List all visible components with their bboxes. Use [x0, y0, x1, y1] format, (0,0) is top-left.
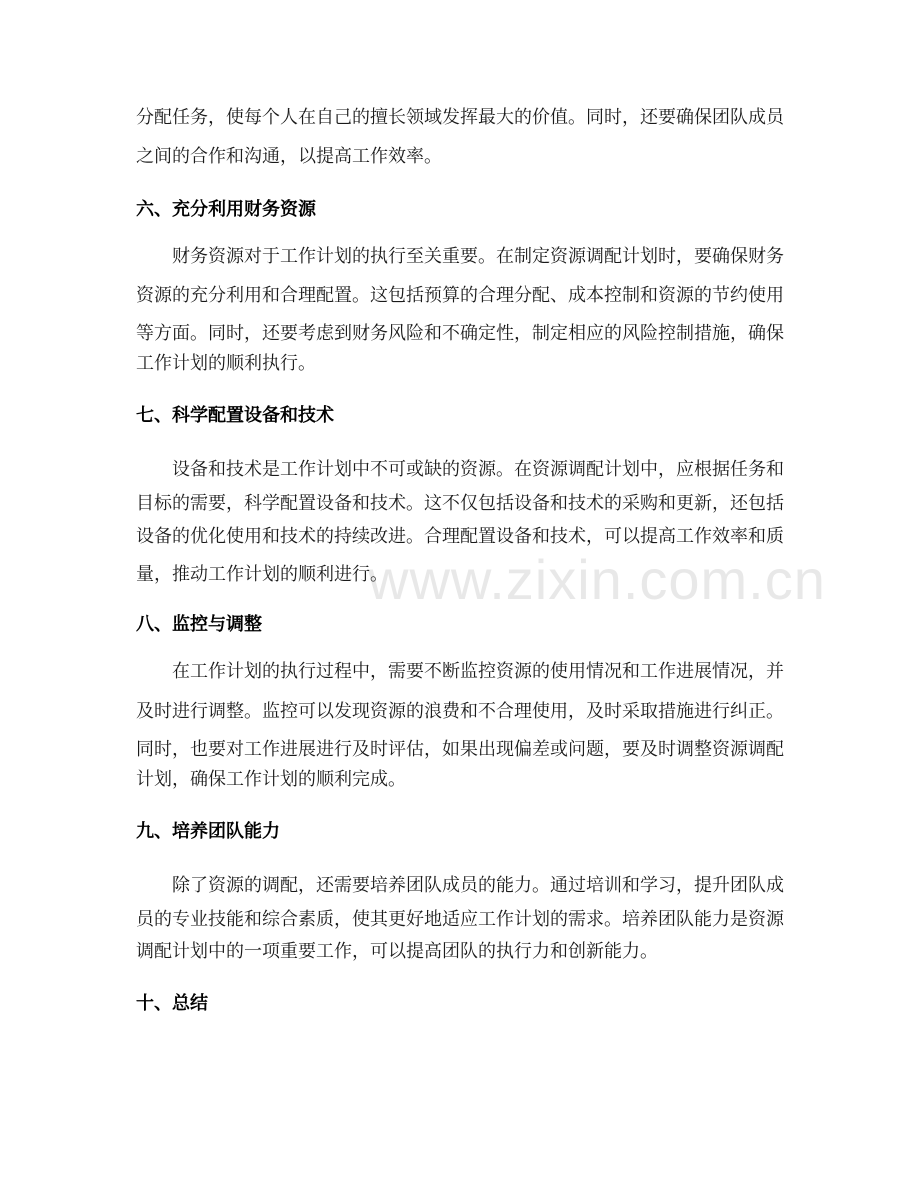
paragraph-line: 计划，确保工作计划的顺利完成。	[136, 769, 406, 790]
paragraph-line: 之间的合作和沟通，以提高工作效率。	[136, 146, 442, 167]
paragraph-line: 在工作计划的执行过程中，需要不断监控资源的使用情况和工作进展情况，并	[172, 661, 784, 682]
paragraph-line: 量，推动工作计划的顺利进行。	[136, 564, 388, 585]
paragraph-line: 等方面。同时，还要考虑到财务风险和不确定性，制定相应的风险控制措施，确保	[136, 323, 784, 344]
paragraph-line: 除了资源的调配，还需要培养团队成员的能力。通过培训和学习，提升团队成	[172, 875, 784, 896]
watermark: www.zixin.com.cn	[368, 548, 826, 611]
paragraph-line: 调配计划中的一项重要工作，可以提高团队的执行力和创新能力。	[136, 941, 658, 962]
paragraph-line: 目标的需要，科学配置设备和技术。这不仅包括设备和技术的采购和更新，还包括	[136, 493, 784, 514]
paragraph-line: 同时，也要对工作进展进行及时评估，如果出现偏差或问题，要及时调整资源调配	[136, 739, 784, 760]
section-heading: 七、科学配置设备和技术	[136, 405, 334, 426]
paragraph-line: 及时进行调整。监控可以发现资源的浪费和不合理使用，及时采取措施进行纠正。	[136, 701, 784, 722]
section-heading: 九、培养团队能力	[136, 821, 280, 842]
paragraph-line: 员的专业技能和综合素质，使其更好地适应工作计划的需求。培养团队能力是资源	[136, 909, 784, 930]
paragraph-line: 设备的优化使用和技术的持续改进。合理配置设备和技术，可以提高工作效率和质	[136, 526, 784, 547]
section-heading: 八、监控与调整	[136, 614, 262, 635]
paragraph-line: 工作计划的顺利执行。	[136, 353, 316, 374]
section-heading: 十、总结	[136, 993, 208, 1014]
paragraph-line: 分配任务，使每个人在自己的擅长领域发挥最大的价值。同时，还要确保团队成员	[136, 107, 784, 128]
paragraph-line: 财务资源对于工作计划的执行至关重要。在制定资源调配计划时，要确保财务	[172, 246, 784, 267]
paragraph-line: 资源的充分利用和合理配置。这包括预算的合理分配、成本控制和资源的节约使用	[136, 285, 784, 306]
section-heading: 六、充分利用财务资源	[136, 199, 316, 220]
paragraph-line: 设备和技术是工作计划中不可或缺的资源。在资源调配计划中，应根据任务和	[172, 459, 784, 480]
